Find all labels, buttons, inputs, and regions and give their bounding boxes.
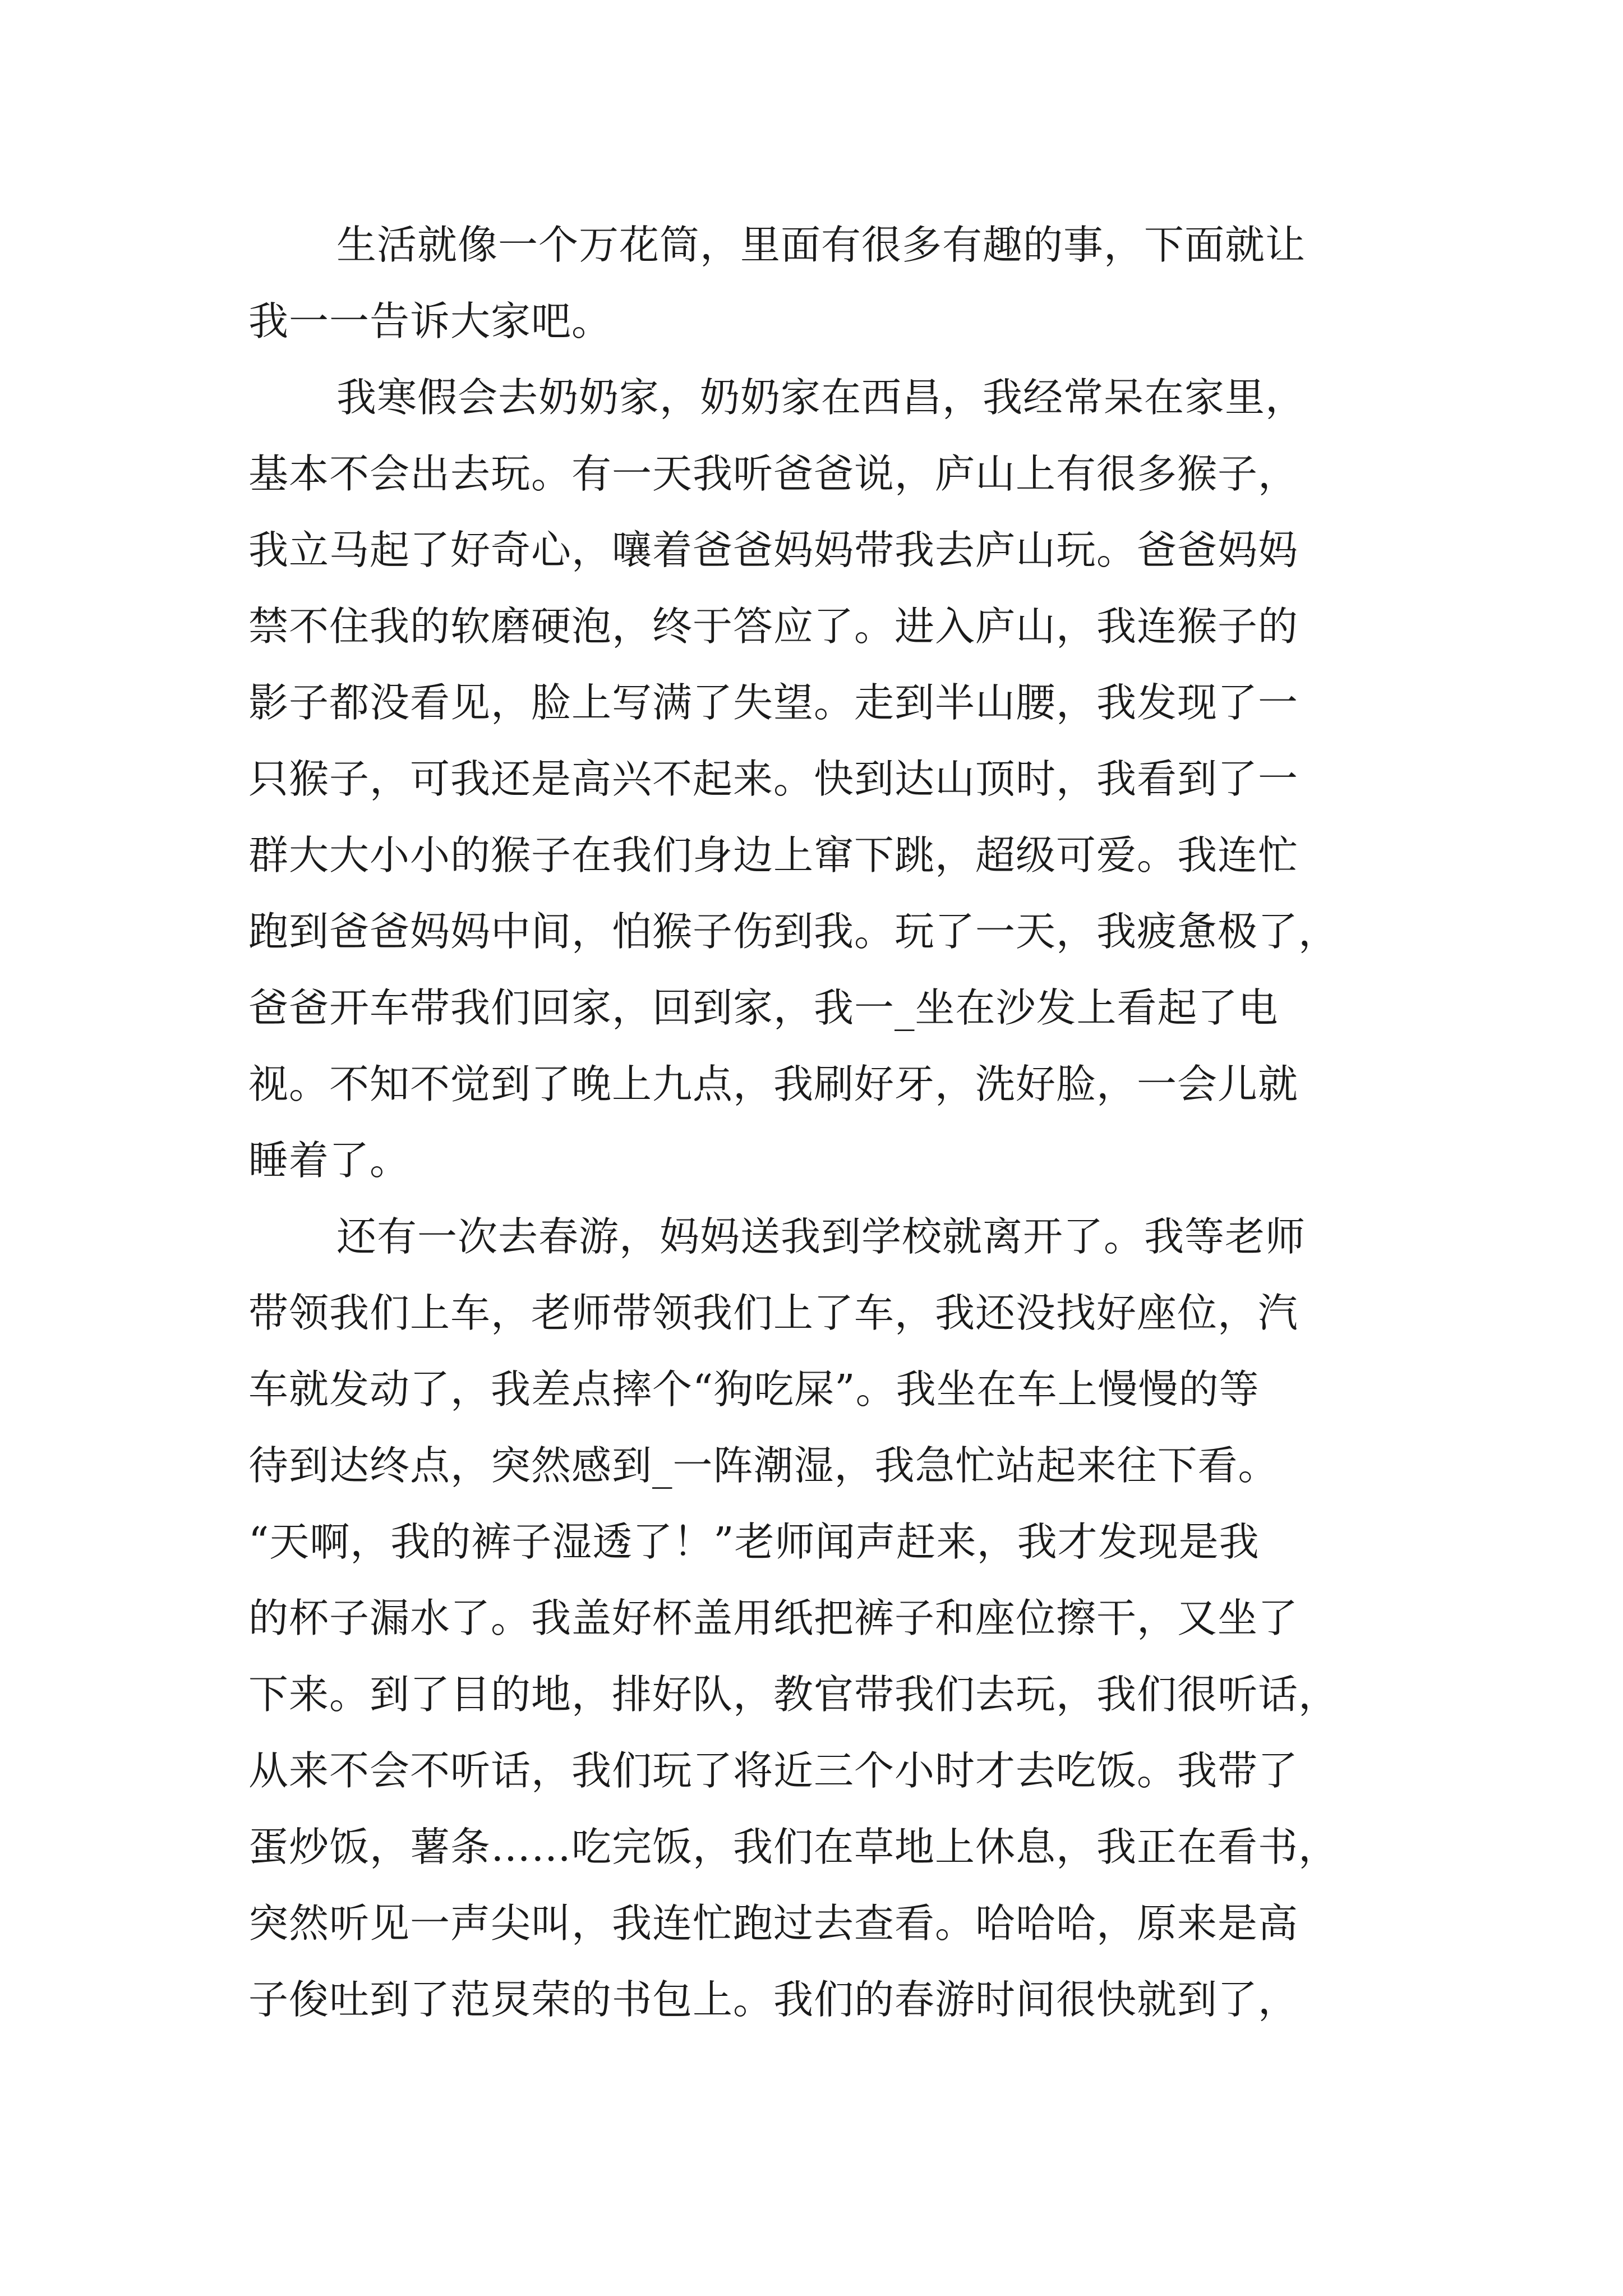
text-line: 群大大小小的猴子在我们身边上窜下跳，超级可爱。我连忙 — [248, 832, 1299, 878]
text-line: 下来。到了目的地，排好队，教官带我们去玩，我们很听话， — [248, 1671, 1339, 1718]
text-line: 视。不知不觉到了晚上九点，我刷好牙，洗好脸，一会儿就 — [248, 1061, 1299, 1107]
text-line: 只猴子，可我还是高兴不起来。快到达山顶时，我看到了一 — [248, 756, 1299, 802]
text-line: 还有一次去春游，妈妈送我到学校就离开了。我等老师 — [336, 1213, 1306, 1260]
text-line: 蛋炒饭，薯条……吃完饭，我们在草地上休息，我正在看书， — [248, 1824, 1339, 1870]
text-line: 生活就像一个万花筒，里面有很多有趣的事，下面就让 — [336, 222, 1306, 268]
text-line: 爸爸开车带我们回家，回到家，我一_坐在沙发上看起了电 — [248, 984, 1279, 1031]
text-line: 禁不住我的软磨硬泡，终于答应了。进入庐山，我连猴子的 — [248, 603, 1299, 650]
text-line: 突然听见一声尖叫，我连忙跑过去查看。哈哈哈，原来是高 — [248, 1900, 1299, 1947]
text-line: 我立马起了好奇心，嚷着爸爸妈妈带我去庐山玩。爸爸妈妈 — [248, 527, 1299, 573]
text-line: 睡着了。 — [248, 1137, 411, 1184]
text-line: 子俊吐到了范炅荣的书包上。我们的春游时间很快就到了， — [248, 1976, 1299, 2023]
text-line: 跑到爸爸妈妈中间，怕猴子伤到我。玩了一天，我疲惫极了， — [248, 908, 1339, 955]
text-line: 待到达终点，突然感到_一阵潮湿，我急忙站起来往下看。 — [248, 1442, 1279, 1489]
text-line: 带领我们上车，老师带领我们上了车，我还没找好座位，汽 — [248, 1290, 1299, 1336]
text-line: 车就发动了，我差点摔个“狗吃屎”。我坐在车上慢慢的等 — [248, 1366, 1260, 1412]
text-line: 从来不会不听话，我们玩了将近三个小时才去吃饭。我带了 — [248, 1747, 1299, 1794]
text-line: 基本不会出去玩。有一天我听爸爸说，庐山上有很多猴子， — [248, 450, 1299, 497]
text-line: 的杯子漏水了。我盖好杯盖用纸把裤子和座位擦干，又坐了 — [248, 1595, 1299, 1641]
text-line: 我寒假会去奶奶家，奶奶家在西昌，我经常呆在家里， — [336, 374, 1306, 421]
text-line: 我一一告诉大家吧。 — [248, 298, 612, 344]
text-line: “天啊，我的裤子湿透了！”老师闻声赶来，我才发现是我 — [248, 1519, 1260, 1565]
text-line: 影子都没看见，脸上写满了失望。走到半山腰，我发现了一 — [248, 679, 1299, 726]
